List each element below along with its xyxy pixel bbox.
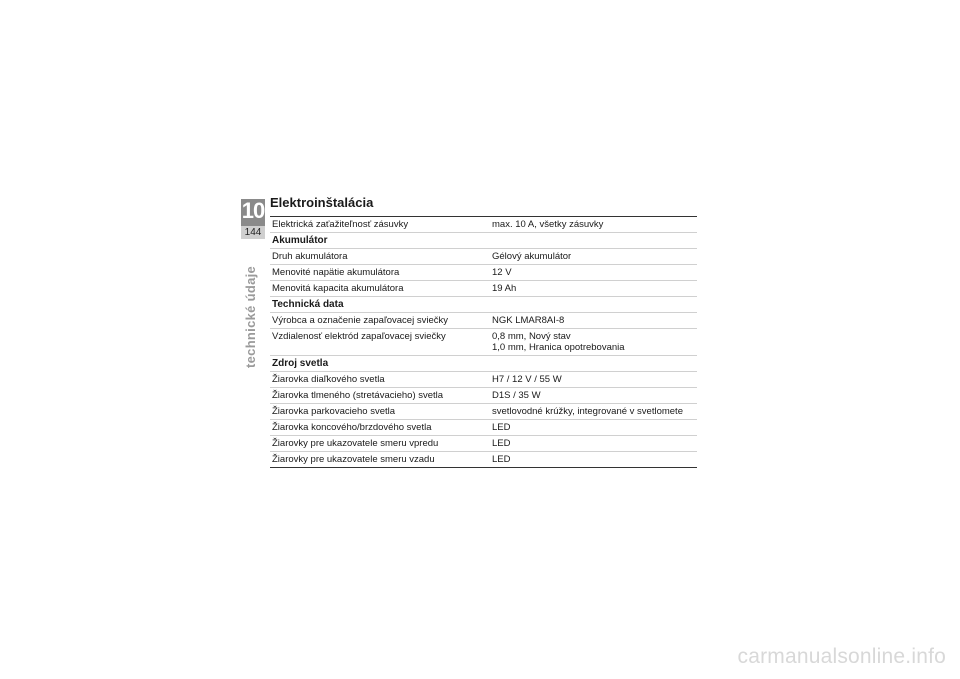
row-label: Elektrická zaťažiteľnosť zásuvky [270, 217, 490, 233]
page-number: 144 [241, 226, 265, 239]
chapter-number: 10 [241, 198, 265, 223]
row-value: H7 / 12 V / 55 W [490, 372, 697, 388]
row-value: D1S / 35 W [490, 388, 697, 404]
section-header-row [270, 233, 697, 249]
table-row [270, 388, 697, 404]
row-label: Vzdialenosť elektród zapaľovacej sviečky [270, 329, 490, 356]
section-title: Elektroinštalácia [270, 195, 374, 210]
table-row [270, 313, 697, 329]
row-value: LED [490, 420, 697, 436]
row-value: LED [490, 452, 697, 468]
row-value: LED [490, 436, 697, 452]
table-row [270, 372, 697, 388]
table-row [270, 265, 697, 281]
section-header-row [270, 356, 697, 372]
table-row [270, 329, 697, 356]
table-row [270, 404, 697, 420]
table-row [270, 452, 697, 468]
section-header: Akumulátor [270, 233, 697, 249]
row-value-line: 1,0 mm, Hranica opotrebovania [492, 342, 625, 353]
row-label: Žiarovka diaľkového svetla [270, 372, 490, 388]
table-row [270, 420, 697, 436]
row-label: Druh akumulátora [270, 249, 490, 265]
row-value [490, 329, 697, 356]
row-value: svetlovodné krúžky, integrované v svetlomete [490, 404, 697, 420]
row-label: Žiarovky pre ukazovatele smeru vpredu [270, 436, 490, 452]
table-row [270, 281, 697, 297]
table-row [270, 249, 697, 265]
row-value-line: 0,8 mm, Nový stav [492, 331, 571, 342]
section-header: Technická data [270, 297, 697, 313]
table-row [270, 217, 697, 233]
row-label: Žiarovky pre ukazovatele smeru vzadu [270, 452, 490, 468]
section-header-row [270, 297, 697, 313]
row-label: Žiarovka tlmeného (stretávacieho) svetla [270, 388, 490, 404]
spec-table [270, 216, 697, 468]
chapter-badge [241, 199, 265, 239]
row-value: NGK LMAR8AI-8 [490, 313, 697, 329]
row-value: 12 V [490, 265, 697, 281]
watermark: carmanualsonline.info [737, 645, 946, 668]
row-label: Výrobca a označenie zapaľovacej sviečky [270, 313, 490, 329]
row-label: Menovitá kapacita akumulátora [270, 281, 490, 297]
row-label: Žiarovka parkovacieho svetla [270, 404, 490, 420]
table-row [270, 436, 697, 452]
row-value: Gélový akumulátor [490, 249, 697, 265]
chapter-side-label: technické údaje [243, 265, 258, 368]
row-label: Žiarovka koncového/brzdového svetla [270, 420, 490, 436]
row-value: max. 10 A, všetky zásuvky [490, 217, 697, 233]
section-header: Zdroj svetla [270, 356, 697, 372]
spec-section [270, 195, 697, 468]
row-value: 19 Ah [490, 281, 697, 297]
row-label: Menovité napätie akumulátora [270, 265, 490, 281]
